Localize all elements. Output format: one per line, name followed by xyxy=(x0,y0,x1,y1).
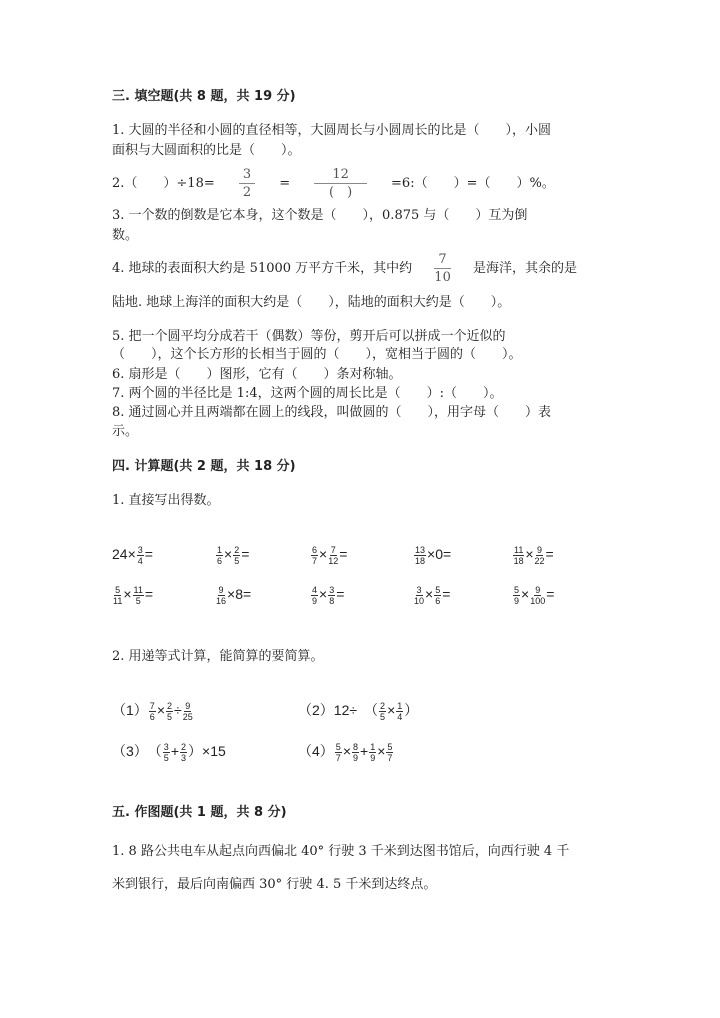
expr-text: （3） （ xyxy=(112,743,162,759)
expr-text: = xyxy=(545,546,554,563)
numerator: 11 xyxy=(514,545,524,555)
fraction xyxy=(166,701,173,722)
numerator: 5 xyxy=(387,741,393,752)
expr-text: = xyxy=(241,546,250,563)
numerator: 2 xyxy=(167,700,173,711)
fraction xyxy=(414,545,426,566)
fraction xyxy=(311,545,318,566)
expr-text: × xyxy=(425,586,434,603)
fraction xyxy=(434,585,441,606)
expr-text: = xyxy=(336,586,345,603)
q4-end: 是海洋，其余的是 xyxy=(472,261,577,276)
expr-text: ÷ xyxy=(174,702,182,718)
section4-title: 四. 计算题(共 2 题，共 18 分) xyxy=(112,459,296,474)
q4-line1 xyxy=(112,251,577,286)
q5-line1: 5. 把一个圆平均分成若干（偶数）等份，剪开后可以拼成一个近似的 xyxy=(112,329,506,344)
direct-calc-item xyxy=(215,585,251,606)
denominator: 6 xyxy=(217,556,223,566)
expr-text: = xyxy=(442,586,451,603)
calc-part1-prompt: 1. 直接写出得数。 xyxy=(112,493,220,508)
numerator: 8 xyxy=(353,741,359,752)
q5-line2: （ ），这个长方形的长相当于圆的（ ），宽相当于圆的（ ）。 xyxy=(112,347,522,362)
denominator: 5 xyxy=(380,711,386,722)
expr-text: （2）12÷ （ xyxy=(298,702,379,718)
q4-fraction xyxy=(434,251,451,286)
denominator: 6 xyxy=(149,711,155,722)
numerator: 3 xyxy=(137,545,143,555)
fraction xyxy=(216,585,226,606)
section5-title: 五. 作图题(共 1 题，共 8 分) xyxy=(112,805,287,820)
expr-text: × xyxy=(156,702,165,718)
numerator: 2 xyxy=(234,545,240,555)
drawing-q1-line2: 米到银行，最后向南偏西 30° 行驶 4. 5 千米到达终点。 xyxy=(112,877,437,892)
numerator: 4 xyxy=(312,585,318,595)
direct-calc-item xyxy=(310,545,347,566)
direct-calc-item xyxy=(413,545,451,566)
denominator: 5 xyxy=(234,556,240,566)
denominator: 12 xyxy=(328,556,339,566)
q8-line2: 示。 xyxy=(112,424,139,439)
q8-line1: 8. 通过圆心并且两端都在圆上的线段，叫做圆的（ ），用字母（ ）表 xyxy=(112,405,552,420)
fraction xyxy=(133,585,144,606)
numerator: 9 xyxy=(535,585,541,595)
q2-fraction1 xyxy=(239,166,255,201)
q2-start: 2.（ ）÷18= xyxy=(112,176,215,191)
denominator: 9 xyxy=(370,752,376,763)
drawing-q1-line1: 1. 8 路公共电车从起点向西偏北 40° 行驶 3 千米到达图书馆后，向西行驶 4 千 xyxy=(112,844,570,859)
q3-line2: 数。 xyxy=(112,228,139,243)
expr-text: × xyxy=(521,586,530,603)
calc-part2-prompt: 2. 用递等式计算，能简算的要简算。 xyxy=(112,649,324,664)
denominator: 18 xyxy=(415,556,426,566)
q3-line1: 3. 一个数的倒数是它本身，这个数是（ ），0.875 与（ ）互为倒 xyxy=(112,208,528,223)
numerator: 3 xyxy=(239,166,255,184)
q1-line2: 面积与大圆面积的比是（ ）。 xyxy=(112,143,301,158)
denominator: 11 xyxy=(113,596,123,606)
expr-text: = xyxy=(144,586,154,603)
fraction xyxy=(414,585,424,606)
q2-end: =6:（ ）=（ ）%。 xyxy=(391,176,555,191)
numerator: 1 xyxy=(370,741,376,752)
numerator: 6 xyxy=(312,545,318,555)
denominator: 10 xyxy=(434,270,451,285)
numerator: 5 xyxy=(115,585,121,595)
q2-equals: = xyxy=(279,176,291,191)
denominator: 10 xyxy=(414,596,425,606)
fraction xyxy=(149,701,156,722)
expr-text: × xyxy=(387,702,396,718)
denominator: 4 xyxy=(397,711,403,722)
fraction xyxy=(311,585,318,606)
fraction xyxy=(183,701,193,722)
fraction xyxy=(328,545,338,566)
step-calc-item xyxy=(298,741,394,763)
numerator: 5 xyxy=(435,585,441,595)
expr-text: × xyxy=(319,586,328,603)
q4-line2: 陆地. 地球上海洋的面积大约是（ ），陆地的面积大约是（ ）。 xyxy=(112,295,511,310)
expr-text: = xyxy=(546,586,555,603)
step-calc-item xyxy=(112,741,226,763)
denominator: 5 xyxy=(167,711,173,722)
numerator: 3 xyxy=(163,741,169,752)
direct-calc-item xyxy=(112,545,153,566)
fraction xyxy=(233,545,240,566)
denominator: 4 xyxy=(137,556,143,566)
denominator: 7 xyxy=(387,752,393,763)
step-calc-item xyxy=(298,700,418,722)
fraction xyxy=(335,742,342,763)
denominator: 6 xyxy=(435,596,441,606)
denominator: 2 xyxy=(242,185,252,200)
denominator: 3 xyxy=(181,752,187,763)
denominator: 16 xyxy=(216,596,227,606)
expr-text: ×0= xyxy=(427,546,452,563)
section3-title: 三. 填空题(共 8 题，共 19 分) xyxy=(112,89,296,104)
fraction xyxy=(386,742,393,763)
denominator: 25 xyxy=(182,711,193,722)
numerator: 9 xyxy=(185,700,191,711)
numerator: 5 xyxy=(514,585,520,595)
denominator: 18 xyxy=(513,556,524,566)
numerator: 1 xyxy=(217,545,223,555)
fraction xyxy=(352,742,359,763)
denominator: 9 xyxy=(312,596,318,606)
expr-text: + xyxy=(170,743,179,759)
q2-fraction2 xyxy=(314,166,367,201)
numerator: 2 xyxy=(380,700,386,711)
fraction xyxy=(535,545,545,566)
fraction xyxy=(369,742,376,763)
fraction xyxy=(530,585,545,606)
expr-text: ）×15 xyxy=(188,743,226,759)
expr-text: × xyxy=(342,743,351,759)
direct-calc-item xyxy=(310,585,344,606)
fraction xyxy=(163,742,170,763)
denominator: 7 xyxy=(312,556,318,566)
numerator: 9 xyxy=(537,545,543,555)
numerator: 11 xyxy=(133,585,143,595)
step-calc-item xyxy=(112,700,194,722)
expr-text: × xyxy=(377,743,386,759)
numerator: 13 xyxy=(415,545,426,555)
fraction xyxy=(513,585,520,606)
expr-text: 24× xyxy=(112,546,136,563)
expr-text: × xyxy=(224,546,233,563)
q1-line1: 1. 大圆的半径和小圆的直径相等，大圆周长与小圆周长的比是（ ），小圆 xyxy=(112,123,552,138)
numerator: 5 xyxy=(335,741,341,752)
expr-text: ） xyxy=(404,702,419,718)
expr-text: × xyxy=(525,546,534,563)
q4-start: 4. 地球的表面积大约是 51000 万平方千米，其中约 xyxy=(112,261,413,276)
denominator: 9 xyxy=(353,752,359,763)
q2 xyxy=(112,166,555,201)
q7: 7. 两个圆的半径比是 1:4，这两个圆的周长比是（ ）:（ ）。 xyxy=(112,386,503,401)
direct-calc-item xyxy=(413,585,450,606)
denominator: 5 xyxy=(163,752,169,763)
numerator: 2 xyxy=(181,741,187,752)
denominator: ( ) xyxy=(329,185,353,200)
denominator: 7 xyxy=(335,752,341,763)
numerator: 9 xyxy=(218,585,224,595)
numerator: 1 xyxy=(397,700,403,711)
expr-text: = xyxy=(144,546,153,563)
numerator: 7 xyxy=(434,251,450,269)
fraction xyxy=(328,585,335,606)
numerator: 3 xyxy=(416,585,422,595)
denominator: 22 xyxy=(534,556,545,566)
fraction xyxy=(180,742,187,763)
expr-text: （4） xyxy=(298,743,334,759)
expr-text: + xyxy=(360,743,369,759)
expr-text: × xyxy=(319,546,328,563)
fraction xyxy=(137,545,144,566)
q6: 6. 扇形是（ ）图形，它有（ ）条对称轴。 xyxy=(112,367,402,382)
denominator: 5 xyxy=(135,596,141,606)
direct-calc-item xyxy=(512,545,554,566)
fraction xyxy=(216,545,223,566)
numerator: 12 xyxy=(314,166,367,184)
expr-text: （1） xyxy=(112,702,148,718)
numerator: 7 xyxy=(149,700,155,711)
direct-calc-item xyxy=(512,585,554,606)
fraction xyxy=(379,701,386,722)
denominator: 9 xyxy=(514,596,520,606)
denominator: 8 xyxy=(329,596,335,606)
expr-text: = xyxy=(339,546,348,563)
numerator: 7 xyxy=(330,545,336,555)
fraction xyxy=(513,545,524,566)
expr-text: × xyxy=(123,586,132,603)
expr-text: ×8= xyxy=(227,586,252,603)
direct-calc-item xyxy=(112,585,153,606)
numerator: 3 xyxy=(329,585,335,595)
fraction xyxy=(113,585,122,606)
denominator: 100 xyxy=(530,596,546,606)
fraction xyxy=(396,701,403,722)
direct-calc-item xyxy=(215,545,249,566)
